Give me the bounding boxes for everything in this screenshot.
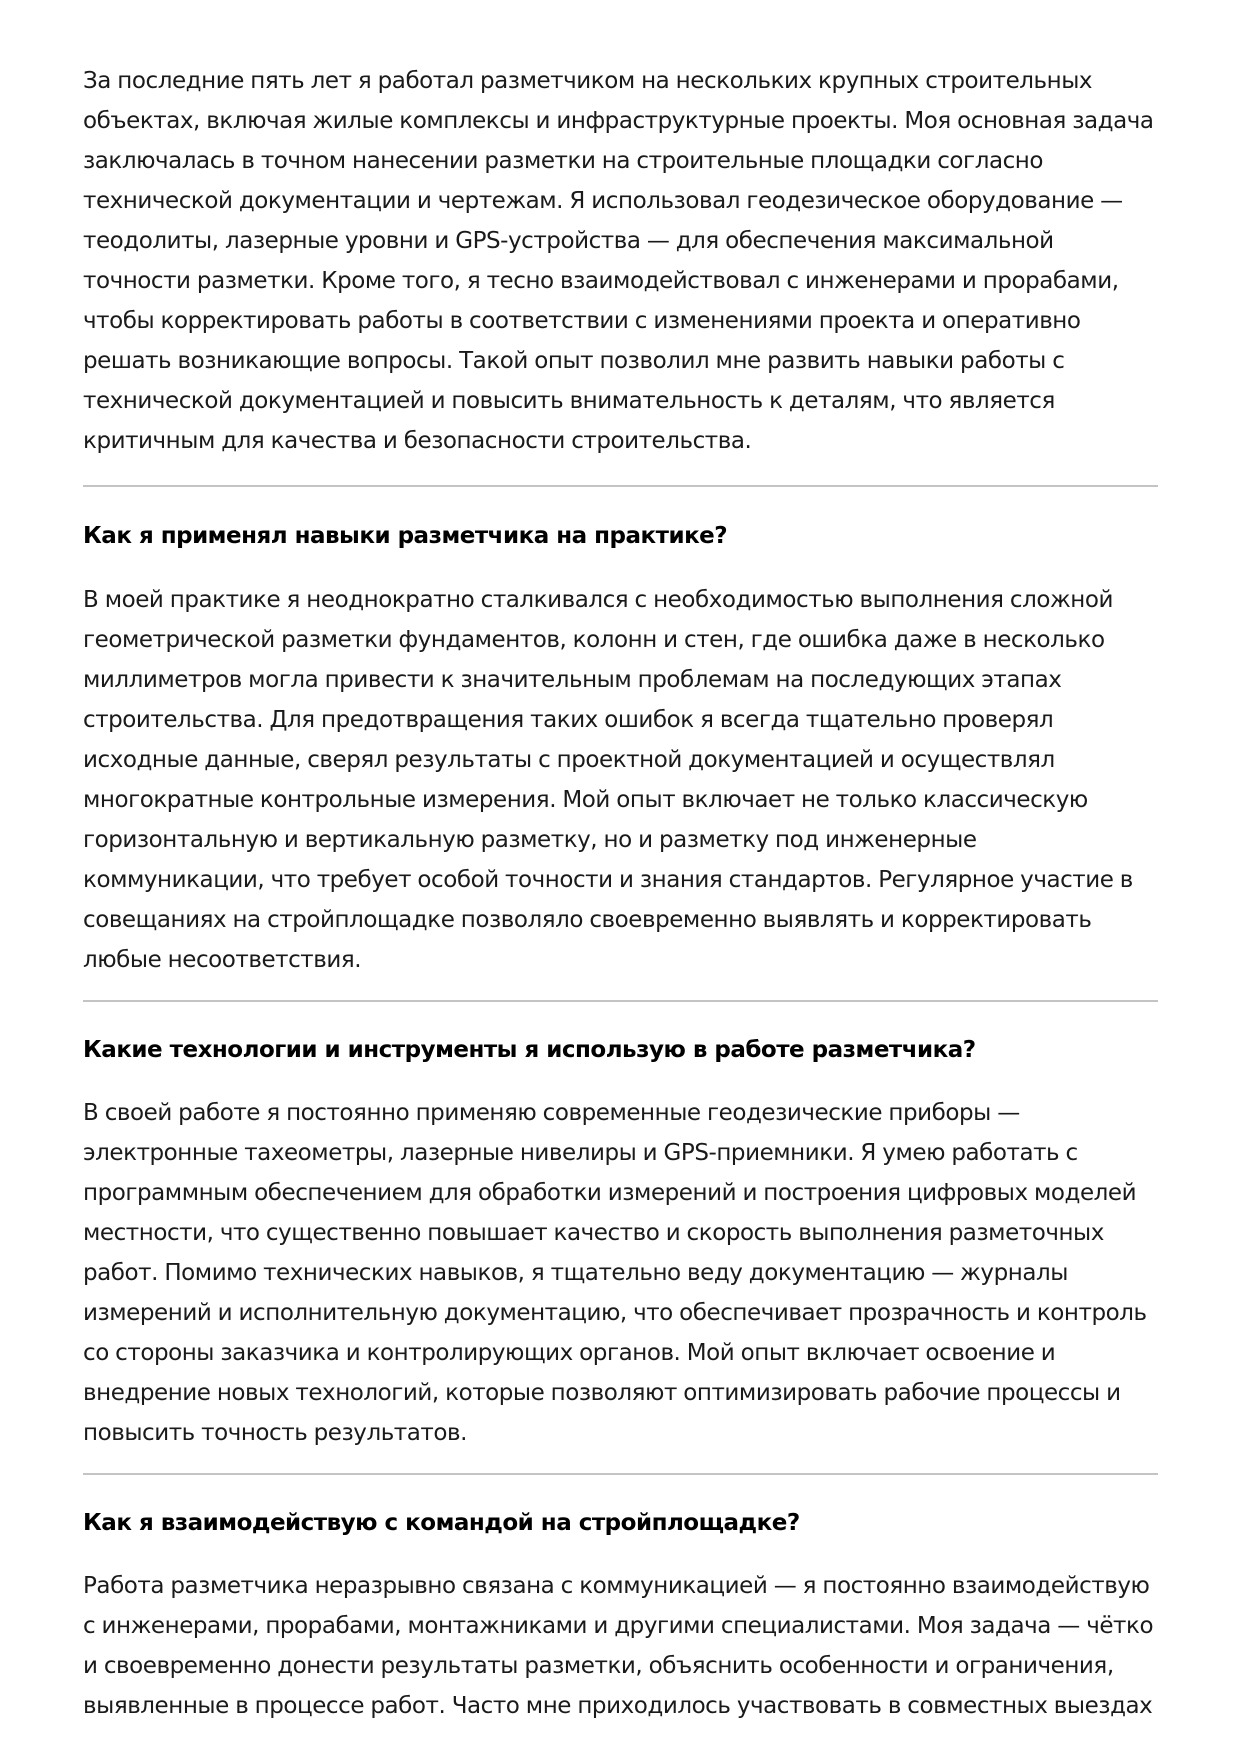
section-body-practice: В моей практике я неоднократно сталкивался с необходимостью выполнения сложной геометрической разметки фундаментов, колонн и стен, где ошибка даже в несколько миллиметров могла привести к значительным проблемам на последующих этапах строительства. Для предотвращения таких ошибок я всегда тщательно проверял исходные данные, сверял результаты с проектной документацией и осуществлял многократные контрольные измерения. Мой опыт включает не только классическую горизонтальную и вертикальную разметку, но и разметку под инженерные коммуникации, что требует особой точности и знания стандартов. Регулярное участие в совещаниях на стройплощадке позволяло своевременно выявлять и корректировать любые несоответствия. xyxy=(83,587,1133,973)
section-body-team: Работа разметчика неразрывно связана с коммуникацией — я постоянно взаимодействую с инженерами, прорабами, монтажниками и другими специалистами. Моя задача — чётко и своевременно донести результаты разметки, объяснить особенности и ограничения, выявленные в процессе работ. Часто мне приходилось участвовать в совместных выездах xyxy=(83,1573,1154,1719)
section-divider xyxy=(83,485,1158,487)
document-page xyxy=(83,56,1158,1726)
section-divider xyxy=(83,1000,1158,1002)
section-body-technologies: В своей работе я постоянно применяю современные геодезические приборы — электронные тахеометры, лазерные нивелиры и GPS-приемники. Я умею работать с программным обеспечением для обработки измерений и построения цифровых моделей местности, что существенно повышает качество и скорость выполнения разметочных работ. Помимо технических навыков, я тщательно веду документацию — журналы измерений и исполнительную документацию, что обеспечивает прозрачность и контроль со стороны заказчика и контролирующих органов. Мой опыт включает освоение и внедрение новых технологий, которые позволяют оптимизировать рабочие процессы и повысить точность результатов. xyxy=(83,1100,1147,1446)
intro-paragraph: За последние пять лет я работал разметчиком на нескольких крупных строительных объектах, включая жилые комплексы и инфраструктурные проекты. Моя основная задача заключалась в точном нанесении разметки на строительные площадки согласно технической документации и чертежам. Я использовал геодезическое оборудование — теодолиты, лазерные уровни и GPS-устройства — для обеспечения максимальной точности разметки. Кроме того, я тесно взаимодействовал с инженерами и прорабами, чтобы корректировать работы в соответствии с изменениями проекта и оперативно решать возникающие вопросы. Такой опыт позволил мне развить навыки работы с технической документацией и повысить внимательность к деталям, что является критичным для качества и безопасности строительства. xyxy=(83,68,1154,454)
section-heading-practice: Как я применял навыки разметчика на практике? xyxy=(83,523,728,549)
section-heading-technologies: Какие технологии и инструменты я использую в работе разметчика? xyxy=(83,1037,976,1063)
section-heading-team: Как я взаимодействую с командой на стройплощадке? xyxy=(83,1510,800,1536)
section-divider xyxy=(83,1473,1158,1475)
